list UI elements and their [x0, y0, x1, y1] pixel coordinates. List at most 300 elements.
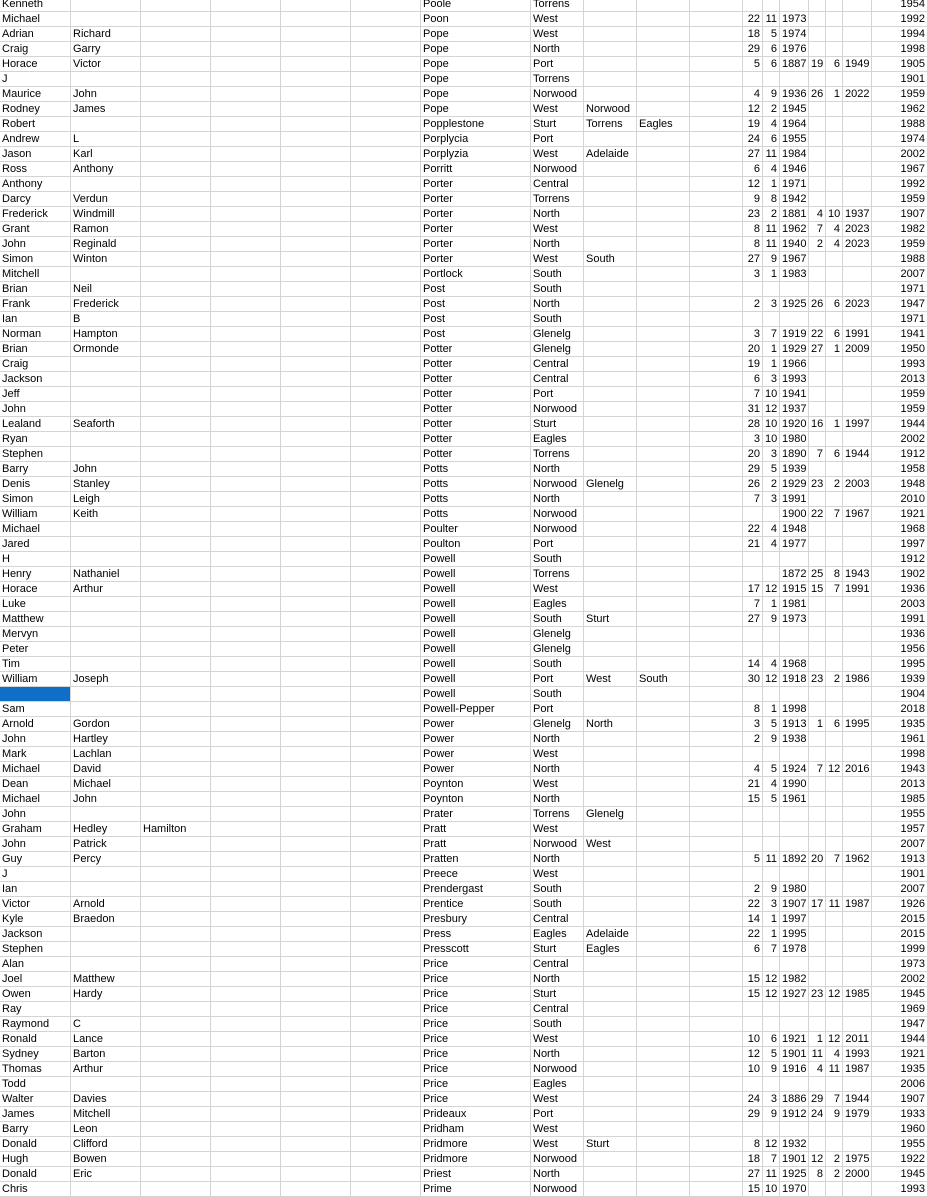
- cell-bm[interactable]: 6: [763, 132, 780, 147]
- cell-third[interactable]: [141, 1167, 211, 1182]
- cell-e2[interactable]: [281, 672, 351, 687]
- cell-dm[interactable]: [826, 612, 843, 627]
- cell-bm[interactable]: 9: [763, 1062, 780, 1077]
- cell-e3[interactable]: [351, 1032, 421, 1047]
- cell-bm[interactable]: 12: [763, 972, 780, 987]
- cell-dy[interactable]: 1943: [843, 567, 872, 582]
- cell-by[interactable]: [780, 1002, 809, 1017]
- cell-club3[interactable]: [637, 1137, 690, 1152]
- cell-debut[interactable]: 1935: [872, 1062, 928, 1077]
- cell-e3[interactable]: [351, 942, 421, 957]
- cell-dm[interactable]: [826, 117, 843, 132]
- cell-surname[interactable]: Powell: [421, 687, 531, 702]
- cell-e4[interactable]: [690, 582, 743, 597]
- cell-third[interactable]: [141, 72, 211, 87]
- cell-bm[interactable]: [763, 1077, 780, 1092]
- cell-club3[interactable]: [637, 132, 690, 147]
- cell-surname[interactable]: Priest: [421, 1167, 531, 1182]
- cell-club2[interactable]: [584, 267, 637, 282]
- cell-club2[interactable]: [584, 582, 637, 597]
- cell-e3[interactable]: [351, 117, 421, 132]
- cell-e4[interactable]: [690, 237, 743, 252]
- cell-third[interactable]: [141, 147, 211, 162]
- cell-e4[interactable]: [690, 192, 743, 207]
- cell-middle[interactable]: Hedley: [71, 822, 141, 837]
- cell-dm[interactable]: [826, 0, 843, 12]
- cell-e1[interactable]: [211, 1122, 281, 1137]
- cell-e2[interactable]: [281, 657, 351, 672]
- cell-first[interactable]: Darcy: [0, 192, 71, 207]
- cell-debut[interactable]: 1944: [872, 417, 928, 432]
- cell-dm[interactable]: 10: [826, 207, 843, 222]
- cell-e2[interactable]: [281, 747, 351, 762]
- cell-middle[interactable]: Davies: [71, 1092, 141, 1107]
- cell-bm[interactable]: 4: [763, 657, 780, 672]
- cell-e1[interactable]: [211, 807, 281, 822]
- cell-debut[interactable]: 2002: [872, 147, 928, 162]
- cell-club3[interactable]: [637, 147, 690, 162]
- cell-dm[interactable]: [826, 807, 843, 822]
- cell-club1[interactable]: South: [531, 312, 584, 327]
- cell-e2[interactable]: [281, 147, 351, 162]
- cell-middle[interactable]: [71, 1077, 141, 1092]
- cell-third[interactable]: [141, 972, 211, 987]
- cell-third[interactable]: [141, 372, 211, 387]
- cell-bm[interactable]: 12: [763, 582, 780, 597]
- cell-debut[interactable]: 1901: [872, 867, 928, 882]
- cell-bd[interactable]: 14: [743, 657, 763, 672]
- cell-club1[interactable]: North: [531, 492, 584, 507]
- cell-e3[interactable]: [351, 1002, 421, 1017]
- cell-debut[interactable]: 1995: [872, 657, 928, 672]
- cell-third[interactable]: [141, 42, 211, 57]
- cell-third[interactable]: [141, 807, 211, 822]
- cell-club2[interactable]: [584, 492, 637, 507]
- cell-debut[interactable]: 2015: [872, 912, 928, 927]
- cell-e3[interactable]: [351, 762, 421, 777]
- cell-bm[interactable]: 3: [763, 297, 780, 312]
- cell-club1[interactable]: Torrens: [531, 807, 584, 822]
- cell-e2[interactable]: [281, 1077, 351, 1092]
- cell-club1[interactable]: Central: [531, 1002, 584, 1017]
- cell-club3[interactable]: [637, 762, 690, 777]
- cell-first[interactable]: Jackson: [0, 372, 71, 387]
- cell-middle[interactable]: Eric: [71, 1167, 141, 1182]
- cell-debut[interactable]: 1982: [872, 222, 928, 237]
- cell-dm[interactable]: [826, 372, 843, 387]
- cell-bd[interactable]: 10: [743, 1032, 763, 1047]
- cell-e4[interactable]: [690, 492, 743, 507]
- cell-club3[interactable]: [637, 702, 690, 717]
- cell-e1[interactable]: [211, 1077, 281, 1092]
- cell-e2[interactable]: [281, 102, 351, 117]
- cell-bd[interactable]: 14: [743, 912, 763, 927]
- cell-dm[interactable]: [826, 687, 843, 702]
- cell-club2[interactable]: [584, 762, 637, 777]
- cell-e3[interactable]: [351, 357, 421, 372]
- cell-club1[interactable]: West: [531, 252, 584, 267]
- cell-bd[interactable]: 7: [743, 492, 763, 507]
- cell-club3[interactable]: [637, 687, 690, 702]
- cell-club3[interactable]: [637, 1152, 690, 1167]
- cell-dm[interactable]: 11: [826, 1062, 843, 1077]
- cell-e4[interactable]: [690, 267, 743, 282]
- cell-club3[interactable]: [637, 657, 690, 672]
- cell-first[interactable]: Ross: [0, 162, 71, 177]
- cell-club1[interactable]: Port: [531, 387, 584, 402]
- cell-club2[interactable]: Eagles: [584, 942, 637, 957]
- cell-dm[interactable]: [826, 732, 843, 747]
- cell-club2[interactable]: [584, 882, 637, 897]
- cell-bd[interactable]: 6: [743, 162, 763, 177]
- cell-dy[interactable]: [843, 312, 872, 327]
- cell-first[interactable]: Mitchell: [0, 267, 71, 282]
- cell-e2[interactable]: [281, 717, 351, 732]
- cell-debut[interactable]: 1969: [872, 1002, 928, 1017]
- cell-club2[interactable]: [584, 1047, 637, 1062]
- cell-by[interactable]: 1940: [780, 237, 809, 252]
- cell-first[interactable]: John: [0, 402, 71, 417]
- cell-e3[interactable]: [351, 822, 421, 837]
- cell-e2[interactable]: [281, 702, 351, 717]
- cell-club3[interactable]: [637, 12, 690, 27]
- cell-club1[interactable]: South: [531, 552, 584, 567]
- cell-bd[interactable]: [743, 0, 763, 12]
- cell-surname[interactable]: Pratt: [421, 837, 531, 852]
- cell-by[interactable]: 1925: [780, 1167, 809, 1182]
- cell-e2[interactable]: [281, 552, 351, 567]
- cell-by[interactable]: 1887: [780, 57, 809, 72]
- cell-third[interactable]: [141, 1077, 211, 1092]
- cell-dm[interactable]: 1: [826, 87, 843, 102]
- cell-e4[interactable]: [690, 1032, 743, 1047]
- cell-e1[interactable]: [211, 252, 281, 267]
- cell-club2[interactable]: [584, 1152, 637, 1167]
- cell-club2[interactable]: [584, 222, 637, 237]
- cell-dm[interactable]: 6: [826, 297, 843, 312]
- cell-bm[interactable]: 11: [763, 12, 780, 27]
- cell-club3[interactable]: [637, 312, 690, 327]
- cell-bd[interactable]: [743, 72, 763, 87]
- cell-dm[interactable]: [826, 912, 843, 927]
- cell-e4[interactable]: [690, 42, 743, 57]
- cell-e3[interactable]: [351, 132, 421, 147]
- cell-bm[interactable]: 12: [763, 987, 780, 1002]
- cell-e1[interactable]: [211, 87, 281, 102]
- cell-dm[interactable]: [826, 552, 843, 567]
- cell-bd[interactable]: 2: [743, 297, 763, 312]
- cell-first[interactable]: Raymond: [0, 1017, 71, 1032]
- cell-e3[interactable]: [351, 492, 421, 507]
- cell-third[interactable]: [141, 87, 211, 102]
- cell-dy[interactable]: 1979: [843, 1107, 872, 1122]
- cell-dy[interactable]: 1993: [843, 1047, 872, 1062]
- cell-club3[interactable]: [637, 57, 690, 72]
- cell-first[interactable]: Joel: [0, 972, 71, 987]
- cell-e4[interactable]: [690, 957, 743, 972]
- cell-club2[interactable]: Torrens: [584, 117, 637, 132]
- cell-first[interactable]: Michael: [0, 792, 71, 807]
- cell-dd[interactable]: [809, 657, 826, 672]
- cell-club3[interactable]: [637, 852, 690, 867]
- cell-debut[interactable]: 2007: [872, 882, 928, 897]
- cell-debut[interactable]: 1985: [872, 792, 928, 807]
- cell-bd[interactable]: [743, 627, 763, 642]
- cell-e3[interactable]: [351, 552, 421, 567]
- cell-e2[interactable]: [281, 297, 351, 312]
- cell-e2[interactable]: [281, 1167, 351, 1182]
- cell-first[interactable]: Craig: [0, 42, 71, 57]
- cell-club2[interactable]: [584, 312, 637, 327]
- cell-surname[interactable]: Pridmore: [421, 1152, 531, 1167]
- cell-dd[interactable]: [809, 267, 826, 282]
- cell-e1[interactable]: [211, 942, 281, 957]
- cell-debut[interactable]: 1992: [872, 177, 928, 192]
- cell-e2[interactable]: [281, 972, 351, 987]
- cell-e3[interactable]: [351, 807, 421, 822]
- cell-dy[interactable]: [843, 102, 872, 117]
- cell-e3[interactable]: [351, 1137, 421, 1152]
- cell-club3[interactable]: [637, 642, 690, 657]
- cell-middle[interactable]: [71, 867, 141, 882]
- cell-third[interactable]: [141, 447, 211, 462]
- cell-e4[interactable]: [690, 537, 743, 552]
- cell-e1[interactable]: [211, 462, 281, 477]
- cell-club2[interactable]: Glenelg: [584, 477, 637, 492]
- cell-by[interactable]: 1995: [780, 927, 809, 942]
- cell-dy[interactable]: [843, 1122, 872, 1137]
- cell-e2[interactable]: [281, 387, 351, 402]
- cell-debut[interactable]: 1941: [872, 327, 928, 342]
- cell-dd[interactable]: [809, 627, 826, 642]
- cell-club1[interactable]: Norwood: [531, 507, 584, 522]
- cell-debut[interactable]: 1901: [872, 72, 928, 87]
- cell-third[interactable]: [141, 102, 211, 117]
- cell-third[interactable]: [141, 177, 211, 192]
- cell-first[interactable]: Peter: [0, 642, 71, 657]
- cell-by[interactable]: [780, 747, 809, 762]
- cell-e2[interactable]: [281, 852, 351, 867]
- cell-by[interactable]: 1968: [780, 657, 809, 672]
- cell-first[interactable]: Graham: [0, 822, 71, 837]
- cell-by[interactable]: [780, 1017, 809, 1032]
- cell-third[interactable]: [141, 1092, 211, 1107]
- cell-club2[interactable]: [584, 657, 637, 672]
- cell-surname[interactable]: Pope: [421, 72, 531, 87]
- cell-debut[interactable]: 1936: [872, 627, 928, 642]
- cell-club2[interactable]: Sturt: [584, 1137, 637, 1152]
- cell-e4[interactable]: [690, 297, 743, 312]
- cell-surname[interactable]: Potts: [421, 477, 531, 492]
- cell-e4[interactable]: [690, 312, 743, 327]
- cell-club3[interactable]: [637, 0, 690, 12]
- cell-dy[interactable]: [843, 252, 872, 267]
- cell-surname[interactable]: Post: [421, 297, 531, 312]
- cell-middle[interactable]: Karl: [71, 147, 141, 162]
- cell-dm[interactable]: 2: [826, 1152, 843, 1167]
- cell-e4[interactable]: [690, 822, 743, 837]
- cell-bd[interactable]: [743, 1122, 763, 1137]
- cell-dm[interactable]: [826, 462, 843, 477]
- cell-dd[interactable]: 26: [809, 87, 826, 102]
- cell-club3[interactable]: [637, 537, 690, 552]
- cell-dy[interactable]: [843, 1137, 872, 1152]
- cell-by[interactable]: 1980: [780, 432, 809, 447]
- cell-e2[interactable]: [281, 897, 351, 912]
- cell-dm[interactable]: [826, 522, 843, 537]
- cell-club3[interactable]: [637, 867, 690, 882]
- cell-surname[interactable]: Prime: [421, 1182, 531, 1197]
- cell-club3[interactable]: [637, 42, 690, 57]
- cell-e1[interactable]: [211, 147, 281, 162]
- cell-first[interactable]: Michael: [0, 762, 71, 777]
- cell-third[interactable]: [141, 732, 211, 747]
- cell-first[interactable]: Ryan: [0, 432, 71, 447]
- cell-e2[interactable]: [281, 957, 351, 972]
- cell-first[interactable]: Ronald: [0, 1032, 71, 1047]
- cell-bm[interactable]: 3: [763, 447, 780, 462]
- cell-e2[interactable]: [281, 882, 351, 897]
- cell-first[interactable]: Stephen: [0, 942, 71, 957]
- cell-by[interactable]: 1982: [780, 972, 809, 987]
- cell-dm[interactable]: [826, 972, 843, 987]
- cell-dy[interactable]: 2009: [843, 342, 872, 357]
- cell-middle[interactable]: Verdun: [71, 192, 141, 207]
- cell-middle[interactable]: [71, 522, 141, 537]
- cell-e1[interactable]: [211, 852, 281, 867]
- cell-e2[interactable]: [281, 627, 351, 642]
- cell-club1[interactable]: Central: [531, 357, 584, 372]
- cell-club2[interactable]: [584, 402, 637, 417]
- cell-third[interactable]: [141, 1122, 211, 1137]
- cell-dy[interactable]: [843, 372, 872, 387]
- cell-debut[interactable]: 1971: [872, 312, 928, 327]
- cell-e3[interactable]: [351, 327, 421, 342]
- cell-e1[interactable]: [211, 912, 281, 927]
- cell-first[interactable]: Tim: [0, 657, 71, 672]
- cell-third[interactable]: [141, 747, 211, 762]
- cell-surname[interactable]: Potter: [421, 402, 531, 417]
- cell-club2[interactable]: [584, 732, 637, 747]
- cell-bd[interactable]: 12: [743, 177, 763, 192]
- cell-e1[interactable]: [211, 582, 281, 597]
- cell-third[interactable]: [141, 912, 211, 927]
- cell-dy[interactable]: [843, 1017, 872, 1032]
- cell-debut[interactable]: 1948: [872, 477, 928, 492]
- cell-surname[interactable]: Porter: [421, 207, 531, 222]
- cell-dy[interactable]: [843, 282, 872, 297]
- cell-e4[interactable]: [690, 1167, 743, 1182]
- cell-middle[interactable]: Hartley: [71, 732, 141, 747]
- cell-middle[interactable]: [71, 12, 141, 27]
- cell-by[interactable]: 1997: [780, 912, 809, 927]
- cell-club1[interactable]: Sturt: [531, 987, 584, 1002]
- cell-club2[interactable]: [584, 1167, 637, 1182]
- cell-e4[interactable]: [690, 627, 743, 642]
- cell-e1[interactable]: [211, 1137, 281, 1152]
- cell-surname[interactable]: Post: [421, 327, 531, 342]
- cell-dy[interactable]: [843, 912, 872, 927]
- cell-by[interactable]: 1973: [780, 612, 809, 627]
- cell-first[interactable]: Guy: [0, 852, 71, 867]
- cell-club2[interactable]: Norwood: [584, 102, 637, 117]
- cell-club3[interactable]: [637, 1077, 690, 1092]
- cell-dy[interactable]: 2023: [843, 222, 872, 237]
- cell-bm[interactable]: [763, 747, 780, 762]
- cell-dm[interactable]: [826, 282, 843, 297]
- cell-dd[interactable]: [809, 192, 826, 207]
- cell-e1[interactable]: [211, 27, 281, 42]
- cell-debut[interactable]: 1944: [872, 1032, 928, 1047]
- cell-bm[interactable]: 1: [763, 702, 780, 717]
- cell-bm[interactable]: 9: [763, 1107, 780, 1122]
- cell-dm[interactable]: [826, 747, 843, 762]
- cell-dd[interactable]: [809, 777, 826, 792]
- cell-e2[interactable]: [281, 807, 351, 822]
- cell-e2[interactable]: [281, 1017, 351, 1032]
- cell-dd[interactable]: [809, 687, 826, 702]
- cell-e3[interactable]: [351, 957, 421, 972]
- cell-debut[interactable]: 1921: [872, 1047, 928, 1062]
- cell-e2[interactable]: [281, 192, 351, 207]
- cell-e1[interactable]: [211, 372, 281, 387]
- cell-dy[interactable]: [843, 177, 872, 192]
- cell-dm[interactable]: [826, 1077, 843, 1092]
- cell-dd[interactable]: [809, 522, 826, 537]
- cell-surname[interactable]: Porter: [421, 222, 531, 237]
- cell-club2[interactable]: West: [584, 837, 637, 852]
- cell-dy[interactable]: [843, 552, 872, 567]
- cell-e4[interactable]: [690, 927, 743, 942]
- cell-e1[interactable]: [211, 612, 281, 627]
- cell-first[interactable]: John: [0, 732, 71, 747]
- cell-e3[interactable]: [351, 177, 421, 192]
- cell-by[interactable]: 1948: [780, 522, 809, 537]
- cell-bm[interactable]: 11: [763, 237, 780, 252]
- cell-dy[interactable]: [843, 402, 872, 417]
- cell-first[interactable]: Horace: [0, 57, 71, 72]
- cell-bm[interactable]: [763, 1002, 780, 1017]
- cell-debut[interactable]: 1959: [872, 87, 928, 102]
- cell-first[interactable]: William: [0, 672, 71, 687]
- cell-club1[interactable]: Central: [531, 177, 584, 192]
- cell-bm[interactable]: [763, 822, 780, 837]
- cell-dy[interactable]: 2003: [843, 477, 872, 492]
- cell-bm[interactable]: [763, 642, 780, 657]
- cell-surname[interactable]: Price: [421, 1062, 531, 1077]
- cell-by[interactable]: 1964: [780, 117, 809, 132]
- cell-surname[interactable]: Porter: [421, 252, 531, 267]
- cell-by[interactable]: 1970: [780, 1182, 809, 1197]
- cell-dm[interactable]: [826, 492, 843, 507]
- cell-club2[interactable]: [584, 417, 637, 432]
- cell-surname[interactable]: Price: [421, 1032, 531, 1047]
- cell-e4[interactable]: [690, 522, 743, 537]
- cell-club2[interactable]: [584, 327, 637, 342]
- cell-by[interactable]: [780, 867, 809, 882]
- cell-e4[interactable]: [690, 252, 743, 267]
- cell-e2[interactable]: [281, 1152, 351, 1167]
- cell-bm[interactable]: 5: [763, 27, 780, 42]
- cell-dy[interactable]: [843, 732, 872, 747]
- cell-bd[interactable]: 9: [743, 192, 763, 207]
- cell-club2[interactable]: [584, 57, 637, 72]
- cell-e2[interactable]: [281, 87, 351, 102]
- cell-first[interactable]: Jared: [0, 537, 71, 552]
- cell-e3[interactable]: [351, 612, 421, 627]
- cell-dd[interactable]: 12: [809, 1152, 826, 1167]
- cell-e4[interactable]: [690, 657, 743, 672]
